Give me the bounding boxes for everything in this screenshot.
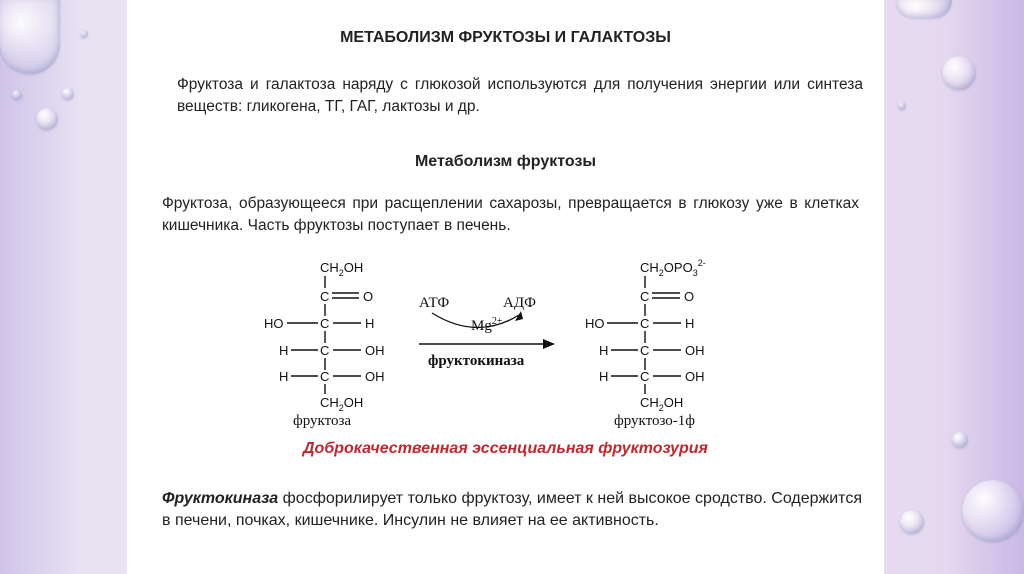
- svg-text:H: H: [599, 369, 609, 384]
- svg-text:Mg2+: $Mg^{2+}$: [471, 316, 503, 334]
- svg-text:OH: OH: [685, 369, 705, 384]
- fructose-label: фруктоза: [293, 413, 352, 429]
- bubble-decoration: [0, 0, 60, 74]
- fructose-paragraph: Фруктоза, образующееся при расщеплении сахарозы, превращается в глюкозу уже в клетках кишечника. Часть фруктозы поступает в печень.: [162, 195, 859, 234]
- svg-text:C: C: [320, 316, 330, 331]
- section-subtitle: Метаболизм фруктозы: [414, 153, 597, 170]
- disease-heading: Доброкачественная эссенциальная фруктозурия: [303, 440, 708, 457]
- svg-text:C: C: [640, 316, 650, 331]
- bubble-decoration: [12, 90, 22, 100]
- svg-text:АДФ: АДФ: [503, 295, 536, 311]
- svg-text:HO: HO: [264, 316, 284, 331]
- fructokinase-term: Фруктокиназа: [162, 490, 279, 507]
- svg-text:C: C: [640, 369, 650, 384]
- fructose-1-phosphate-label: фруктозо-1ф: [614, 413, 696, 429]
- svg-text:C: C: [640, 343, 650, 358]
- svg-text:H: H: [279, 343, 289, 358]
- svg-text:H: H: [365, 316, 375, 331]
- svg-text:CH2OH: $CH_2OH$: [640, 395, 684, 413]
- svg-text:O: O: [363, 289, 374, 304]
- svg-text:HO: HO: [585, 316, 605, 331]
- svg-text:C: C: [640, 289, 650, 304]
- svg-text:C: C: [320, 289, 330, 304]
- svg-text:АТФ: АТФ: [419, 295, 450, 311]
- fructokinase-description: фосфорилирует только фруктозу, имеет к ней высокое сродство. Содержится в печени, почках, кишечнике. Инсулин не влияет на ее активность.: [162, 490, 862, 529]
- bubble-decoration: [36, 108, 58, 130]
- bubble-decoration: [962, 480, 1024, 542]
- svg-text:OH: OH: [365, 343, 385, 358]
- bubble-decoration: [896, 0, 952, 18]
- slide-content: [127, 0, 884, 574]
- svg-text:CH2OPO32-: $CH_2OPO_3^{2-}$: [640, 258, 706, 278]
- svg-text:CH2OH: $CH_2OH$: [320, 260, 364, 278]
- reaction-arrow: [419, 295, 555, 369]
- svg-text:C: C: [320, 369, 330, 384]
- intro-paragraph: Фруктоза и галактоза наряду с глюкозой используются для получения энергии или синтеза веществ: гликогена, ТГ, ГАГ, лактозы и др.: [177, 76, 863, 115]
- fructokinase-paragraph: [162, 488, 862, 532]
- svg-text:H: H: [599, 343, 609, 358]
- svg-text:C: C: [320, 343, 330, 358]
- svg-text:H: H: [279, 369, 289, 384]
- svg-text:OH: OH: [685, 343, 705, 358]
- svg-text:H: H: [685, 316, 695, 331]
- fructose-structure: [264, 260, 385, 429]
- bubble-decoration: [62, 88, 74, 100]
- bubble-decoration: [900, 510, 924, 534]
- fructose-1-phosphate-structure: [585, 258, 706, 429]
- bubble-decoration: [942, 56, 976, 90]
- bubble-decoration: [952, 432, 968, 448]
- svg-text:CH2OH: $CH_2OH$: [320, 395, 364, 413]
- svg-text:OH: OH: [365, 369, 385, 384]
- bubble-decoration: [898, 102, 906, 110]
- enzyme-label: фруктокиназа: [428, 353, 525, 369]
- slide-title: МЕТАБОЛИЗМ ФРУКТОЗЫ И ГАЛАКТОЗЫ: [340, 29, 671, 46]
- svg-text:O: O: [684, 289, 695, 304]
- fructokinase-reaction-diagram: [127, 255, 884, 435]
- bubble-decoration: [80, 30, 88, 38]
